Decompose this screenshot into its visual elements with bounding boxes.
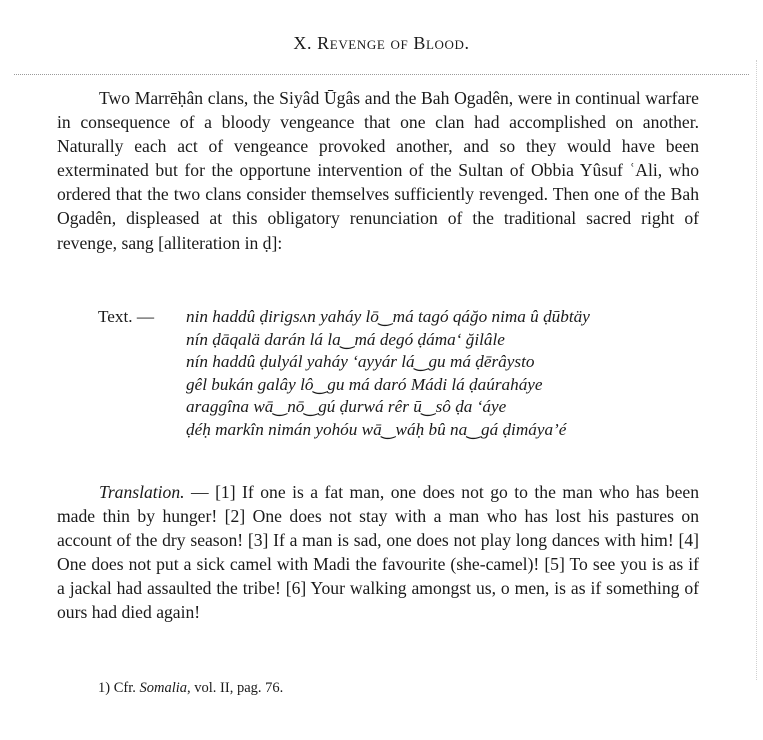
verse-line: [98, 396, 708, 419]
verse-line: [98, 374, 708, 397]
translation-block: [57, 480, 699, 625]
verse-line: [98, 419, 708, 442]
verse-line-text: ḍéḥ markîn nimán yohóu wā‿wáḥ bû na‿gá ḍimáya’é: [186, 419, 567, 439]
verse-line: [98, 306, 708, 329]
intro-paragraph: Two Marrēḥân clans, the Siyâd Ūgâs and the Bah Ogadên, were in continual warfare in consequence of a bloody vengeance that one clan had accomplished on another. Naturally each act of vengeance provoked another, and so they would have been exterminated but for the opportune intervention of the Sultan of Obbia Yûsuf ʿAli, who ordered that the two clans consider themselves sufficiently revenged. Then one of the Bah Ogadên, displeased at this obligatory renunciation of the traditional sacred right of revenge, sang [alliteration in ḍ]:: [57, 88, 699, 253]
header-rule: [14, 74, 749, 75]
verse-line-text: gêl bukán galây lô‿gu má daró Mádi lá ḍaúraháye: [186, 374, 543, 394]
verse-line-text: araggîna wā‿nō‿gú ḍurwá rêr ū‿sô ḍa ‘áye: [186, 397, 507, 417]
somali-text-block: [98, 306, 708, 442]
scan-edge-artifact: [754, 60, 757, 680]
section-heading: X. Revenge of Blood.: [293, 33, 470, 53]
intro-block: [57, 86, 699, 255]
verse-line-text: nín ḍāqalä darán lá la‿má degó ḍáma‘ ğilâle: [186, 329, 505, 349]
footnote-title: Somalia: [139, 680, 188, 696]
translation-label: Translation.: [99, 482, 185, 502]
text-label: Text. —: [98, 307, 155, 326]
verse-line-text: nin haddû ḍirigsʌn yaháy lō‿má tagó qáğo nima û ḍūbtäy: [186, 307, 590, 326]
footnote-prefix: 1) Cfr.: [98, 680, 140, 696]
verse-line: [98, 329, 708, 352]
verse-line: [98, 351, 708, 374]
verse-line-text: nín haddû ḍulyál yaháy ‘ayyár lá‿gu má ḍērâysto: [186, 352, 535, 372]
translation-text: — [1] If one is a fat man, one does not go to the man who has been made thin by hunger! [2] One does not stay with a man who has lost his pastures on account of the dry season! [3] If a man is sad, one does not play long dances with him! [4] One does not put a sick camel with Madi the favourite (she-camel)! [5] To see you is as if a jackal had assaulted the tribe! [6] Your walking amongst us, o men, is as if something of ours had died again!: [57, 482, 699, 623]
footnote: [98, 680, 698, 697]
footnote-suffix: , vol. II, pag. 76.: [187, 680, 284, 696]
translation-paragraph: [57, 480, 699, 625]
